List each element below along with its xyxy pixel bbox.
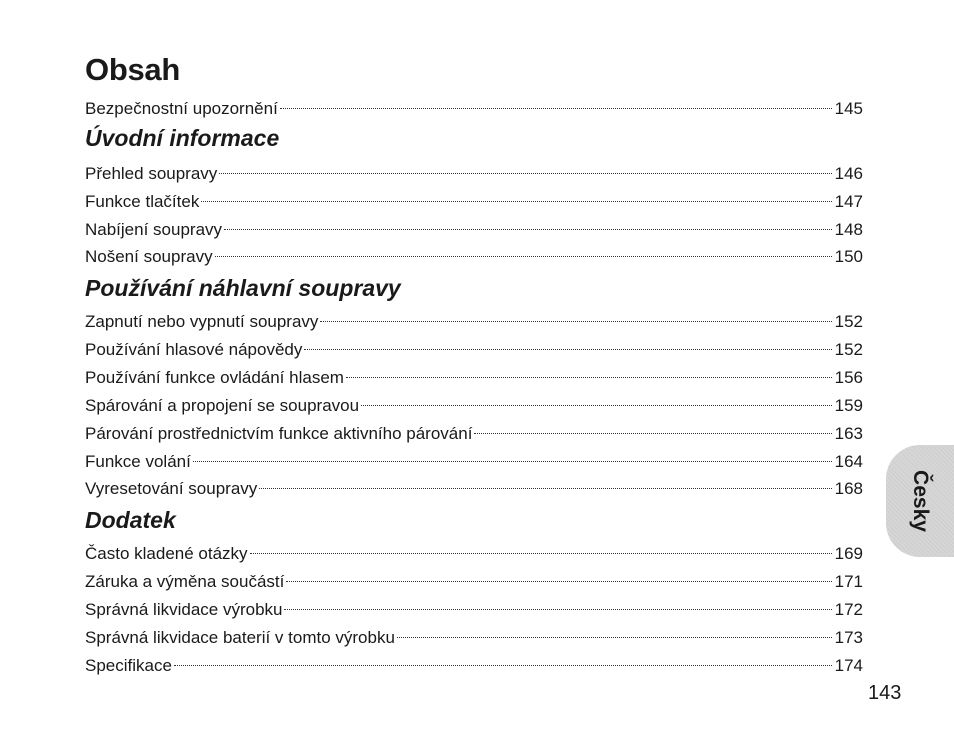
toc-entry-page: 172: [834, 600, 863, 619]
toc-entry[interactable]: [85, 445, 863, 471]
toc-entry-page: 147: [834, 192, 863, 211]
toc-entry-label: Párování prostřednictvím funkce aktivního párování: [85, 424, 473, 443]
toc-entry-label: Vyresetování soupravy: [85, 479, 258, 498]
language-tab: [886, 445, 954, 557]
dot-leader: [174, 649, 834, 671]
toc-entry-page: 156: [834, 368, 863, 387]
toc-entry-label: Spárování a propojení se soupravou: [85, 396, 360, 415]
toc-entry-page: 146: [834, 164, 863, 183]
toc-entry-label: Nabíjení soupravy: [85, 220, 223, 239]
toc-entry-label: Funkce volání: [85, 452, 191, 471]
dot-leader: [259, 472, 833, 494]
dot-leader: [361, 389, 834, 411]
page-number: 143: [868, 682, 902, 704]
toc-entry-page: 164: [834, 452, 863, 471]
dot-leader: [280, 92, 834, 114]
toc-entry[interactable]: [85, 649, 863, 675]
section-heading-usage: Používání náhlavní soupravy: [85, 275, 401, 301]
toc-entry-page: 145: [834, 99, 863, 118]
toc-entry[interactable]: [85, 389, 863, 415]
toc-entry-page: 150: [834, 247, 863, 266]
toc-entry-label: Specifikace: [85, 656, 172, 675]
toc-entry-label: Často kladené otázky: [85, 544, 248, 563]
toc-entry[interactable]: [85, 417, 863, 443]
dot-leader: [284, 593, 833, 615]
toc-entry[interactable]: [85, 361, 863, 387]
dot-leader: [224, 213, 834, 235]
section-heading-appendix: Dodatek: [85, 507, 176, 533]
toc-entry[interactable]: [85, 305, 863, 331]
toc-entry-label: Záruka a výměna součástí: [85, 572, 285, 591]
page-title: Obsah: [85, 52, 180, 87]
toc-entry-label: Správná likvidace baterií v tomto výrobku: [85, 628, 395, 647]
language-tab-label: Česky: [909, 470, 932, 532]
toc-entry[interactable]: [85, 565, 863, 591]
toc-entry-label: Přehled soupravy: [85, 164, 218, 183]
toc-entry[interactable]: [85, 333, 863, 359]
dot-leader: [286, 565, 833, 587]
dot-leader: [215, 240, 834, 262]
toc-entry-label: Používání hlasové nápovědy: [85, 340, 303, 359]
dot-leader: [320, 305, 833, 327]
dot-leader: [193, 445, 834, 467]
toc-entry[interactable]: [85, 537, 863, 563]
toc-entry-safety[interactable]: [85, 92, 863, 118]
toc-entry[interactable]: [85, 157, 863, 183]
dot-leader: [219, 157, 833, 179]
toc-entry-label: Zapnutí nebo vypnutí soupravy: [85, 312, 319, 331]
toc-entry[interactable]: [85, 185, 863, 211]
dot-leader: [397, 621, 834, 643]
toc-entry-label: Funkce tlačítek: [85, 192, 200, 211]
toc-entry-label: Bezpečnostní upozornění: [85, 99, 278, 118]
toc-entry-page: 171: [834, 572, 863, 591]
section-heading-intro: Úvodní informace: [85, 125, 280, 151]
toc-entry-page: 169: [834, 544, 863, 563]
toc-entry[interactable]: [85, 593, 863, 619]
toc-entry-page: 148: [834, 220, 863, 239]
toc-entry[interactable]: [85, 621, 863, 647]
toc-entry-page: 163: [834, 424, 863, 443]
toc-entry-label: Správná likvidace výrobku: [85, 600, 283, 619]
dot-leader: [474, 417, 833, 439]
dot-leader: [346, 361, 834, 383]
toc-entry-page: 173: [834, 628, 863, 647]
dot-leader: [250, 537, 834, 559]
toc-entry-page: 159: [834, 396, 863, 415]
toc-entry-page: 174: [834, 656, 863, 675]
toc-entry[interactable]: [85, 213, 863, 239]
toc-entry-label: Používání funkce ovládání hlasem: [85, 368, 344, 387]
dot-leader: [304, 333, 833, 355]
toc-entry-page: 168: [834, 479, 863, 498]
dot-leader: [201, 185, 833, 207]
toc-entry[interactable]: [85, 472, 863, 498]
toc-entry-page: 152: [834, 340, 863, 359]
toc-entry[interactable]: [85, 240, 863, 266]
toc-entry-label: Nošení soupravy: [85, 247, 213, 266]
toc-entry-page: 152: [834, 312, 863, 331]
